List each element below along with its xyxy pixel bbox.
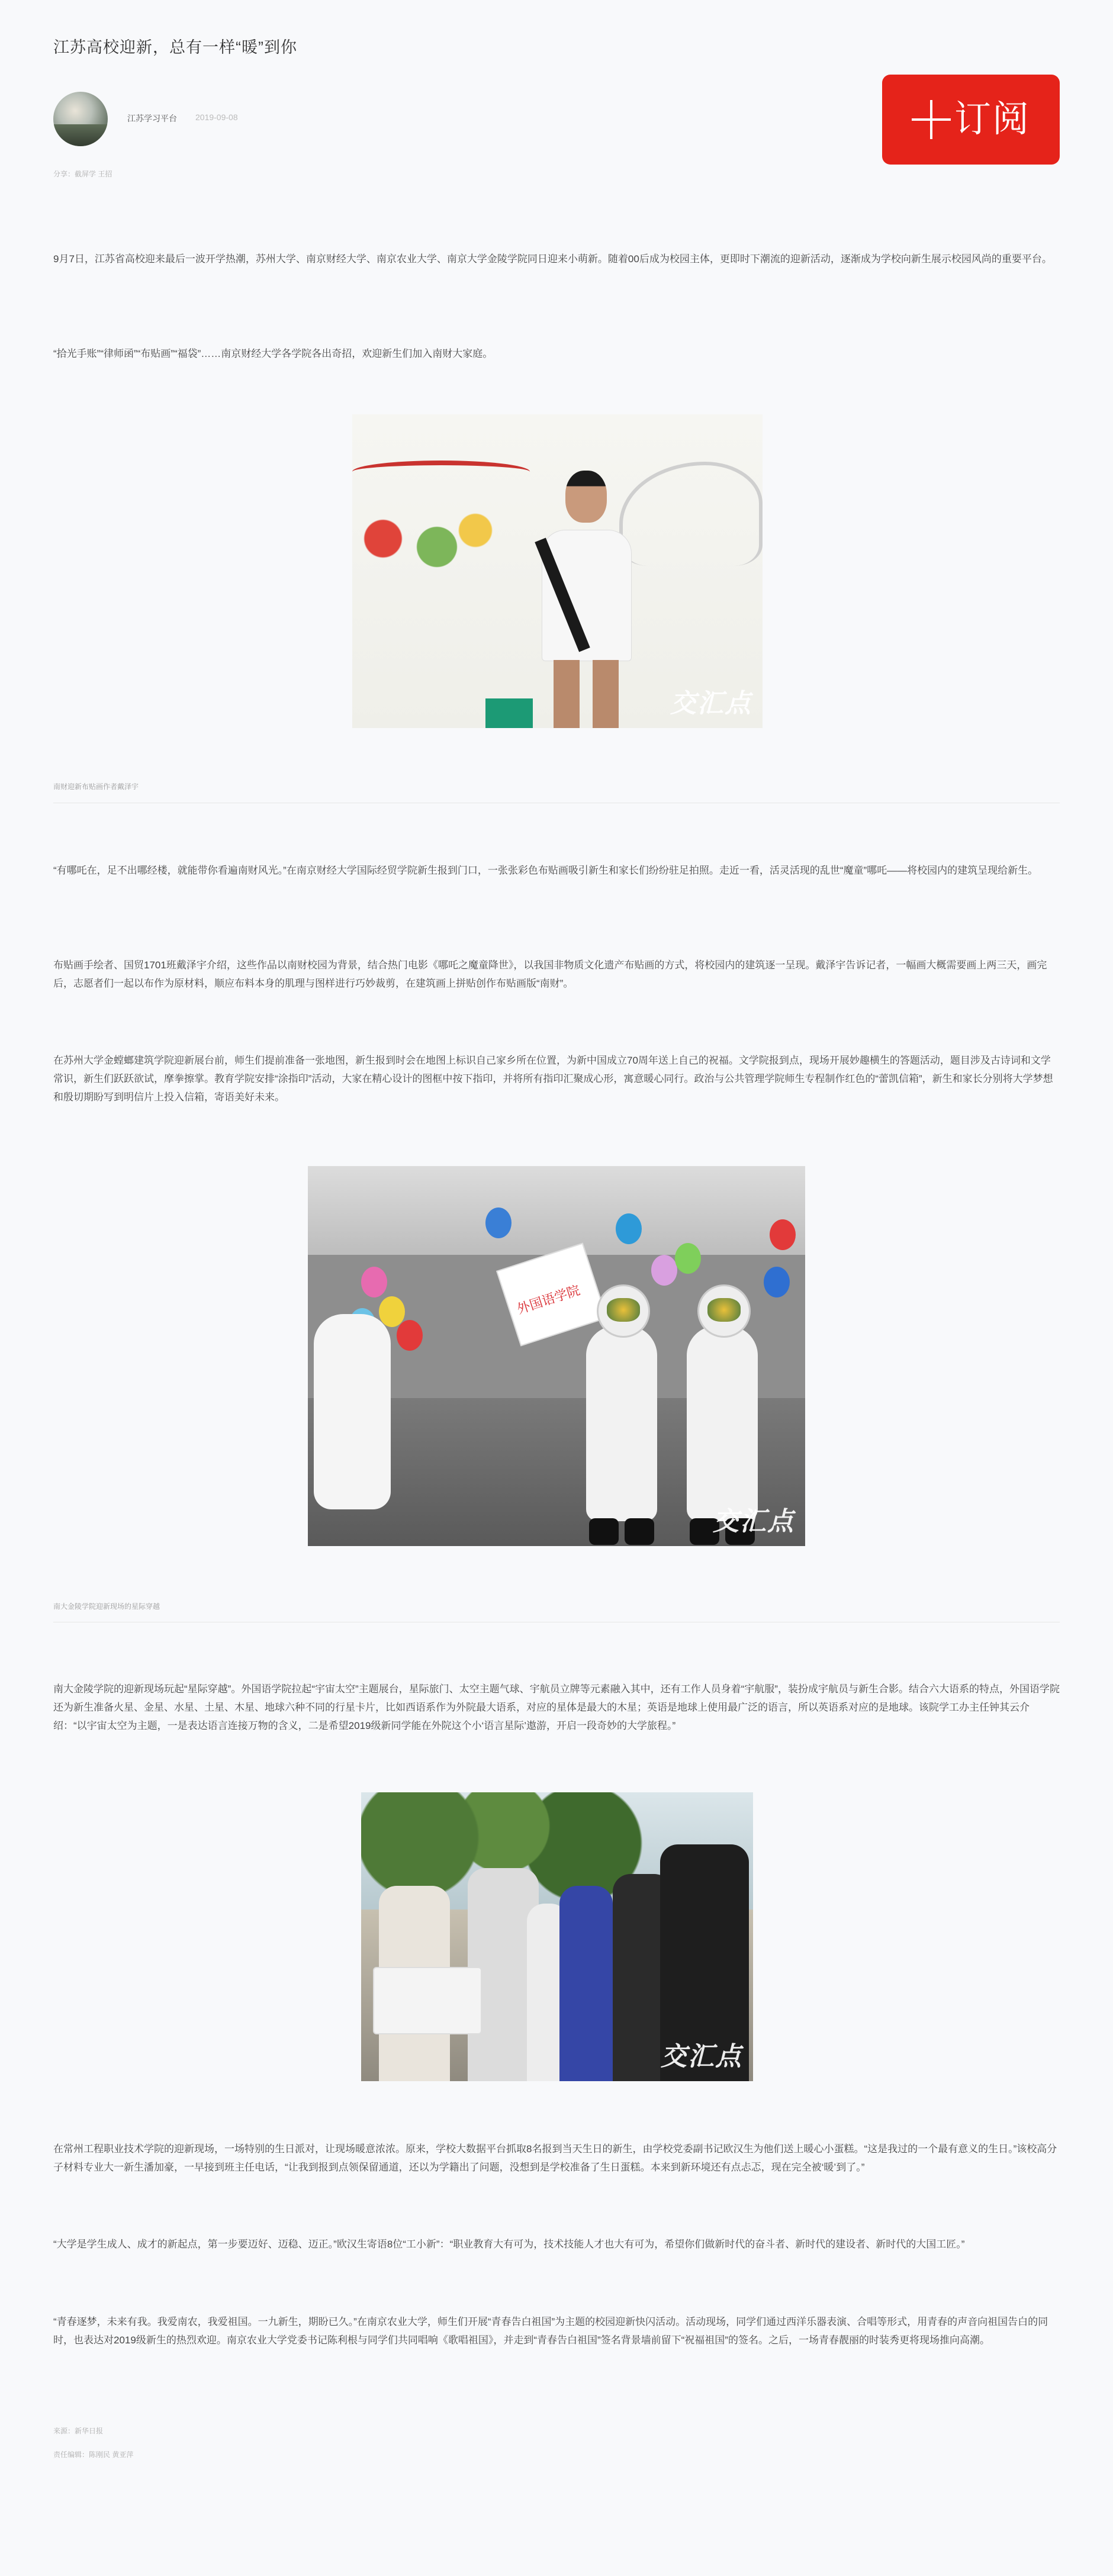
photo-watermark: 交汇点 (670, 688, 752, 719)
publish-date: 2019-09-08 (195, 112, 238, 122)
photo-watermark: 交汇点 (661, 2042, 742, 2072)
paragraph-6: 南大金陵学院的迎新现场玩起“星际穿越”。外国语学院拉起“宇宙太空”主题展台，星际旅门、太空主题气球、宇航员立牌等元素融入其中，还有工作人员身着“宇航服”，装扮成宇航员与新生合影。结合六大语系的特点，外国语学院还为新生准备火星、金星、水星、土星、木星、地球六种不同的行星卡片，比如西语系作为外院最大语系，对应的星体是最大的木星；英语是地球上使用最广泛的语言，所以英语系对应的是地球。该院学工办主任钟其云介绍：“以宇宙太空为主题，一是表达语言连接万物的含义，二是希望2019级新同学能在外院这个小‘语言星际’遨游，开启一段奇妙的大学旅程。” (53, 1683, 1060, 1731)
paragraph-3: “有哪吒在，足不出哪经楼，就能带你看遍南财风光。”在南京财经大学国际经贸学院新生报到门口，一张张彩色布贴画吸引新生和家长们纷纷驻足拍照。走近一看，活灵活现的乱世“魔童”哪吒——将校园内的建筑呈现给新生。 (53, 865, 1038, 876)
photo-astronaut-booth (308, 1166, 805, 1546)
source-line: 来源：新华日报 (53, 2427, 104, 2435)
subscribe-button[interactable] (882, 75, 1060, 165)
paragraph-7: 在常州工程职业技术学院的迎新现场，一场特别的生日派对，让现场暖意浓浓。原来，学校大数据平台抓取8名报到当天生日的新生，由学校党委副书记欧汉生为他们送上暖心小蛋糕。“这是我过的一个最有意义的生日。”该校高分子材料专业大一新生潘加豪，一早接到班主任电话，“让我到报到点领保留通道，还以为学籍出了问题，没想到是学校准备了生日蛋糕。本来到新环境还有点忐忑，现在完全被‘暖’到了。” (53, 2143, 1057, 2173)
paragraph-8: “大学是学生成人、成才的新起点，第一步要迈好、迈稳、迈正。”欧汉生寄语8位“工小新”：“职业教育大有可为，技术技能人才也大有可为，希望你们做新时代的奋斗者、新时代的建设者、新时代的大国工匠。” (53, 2239, 965, 2250)
booth-sign-text: 外国语学院 (515, 1282, 582, 1317)
share-line: 分享：截屏学 王招 (53, 170, 112, 178)
plus-icon (912, 100, 951, 139)
article-title: 江苏高校迎新，总有一样“暖”到你 (53, 38, 297, 56)
photo-watermark: 交汇点 (713, 1506, 794, 1537)
paragraph-4: 布贴画手绘者、国贸1701班戴泽宇介绍，这些作品以南财校园为背景，结合热门电影《哪吒之魔童降世》，以我国非物质文化遗产布贴画的方式，将校园内的建筑逐一呈现。戴泽宇告诉记者，一幅画大概需要画上两三天，画完后，志愿者们一起以布作为原材料，顺应布料本身的肌理与图样进行巧妙裁剪，在建筑画上拼贴创作布贴画版“南财”。 (53, 959, 1047, 989)
paragraph-9: “青春逐梦，未来有我。我爱南农，我爱祖国。一九新生，期盼已久。”在南京农业大学，师生们开展“青春告白祖国”为主题的校园迎新快闪活动。活动现场，同学们通过西洋乐器表演、合唱等形式，用青春的声音向祖国告白的同时，也表达对2019级新生的热烈欢迎。南京农业大学党委书记陈利根与同学们共同唱响《歌唱祖国》，并走到“青春告白祖国”签名背景墙前留下“祝福祖国”的签名。之后，一场青春靓丽的时装秀更将现场推向高潮。 (53, 2316, 1048, 2346)
author-avatar[interactable] (53, 92, 108, 146)
photo-student-with-artwork (352, 414, 763, 728)
photo-birthday-cake (361, 1792, 753, 2081)
editor-line: 责任编辑：陈刚民 黄亚萍 (53, 2451, 134, 2459)
photo-caption-2: 南大金陵学院迎新现场的星际穿越 (53, 1602, 160, 1611)
paragraph-5: 在苏州大学金螳螂建筑学院迎新展台前，师生们提前准备一张地图，新生报到时会在地图上标识自己家乡所在位置，为新中国成立70周年送上自己的祝福。文学院报到点，现场开展妙趣横生的答题活动，题目涉及古诗词和文学常识，新生们跃跃欲试，摩拳擦掌。教育学院安排“涂指印”活动，大家在精心设计的图框中按下指印，并将所有指印汇聚成心形，寓意暖心同行。政治与公共管理学院师生专程制作红色的“蕾凯信箱”，新生和家长分别将大学梦想和殷切期盼写到明信片上投入信箱，寄语美好未来。 (53, 1055, 1053, 1103)
paragraph-1: 9月7日，江苏省高校迎来最后一波开学热潮，苏州大学、南京财经大学、南京农业大学、南京大学金陵学院同日迎来小萌新。随着00后成为校园主体，更即时下潮流的迎新活动，逐渐成为学校向新生展示校园风尚的重要平台。 (53, 253, 1052, 265)
paragraph-2: “拾光手账”“律师函”“布贴画”“福袋”……南京财经大学各学院各出奇招，欢迎新生们加入南财大家庭。 (53, 348, 493, 359)
subscribe-label: 订阅 (954, 99, 1030, 140)
photo-caption-1: 南财迎新布贴画作者戴泽宇 (53, 783, 139, 791)
author-name[interactable]: 江苏学习平台 (127, 114, 177, 123)
